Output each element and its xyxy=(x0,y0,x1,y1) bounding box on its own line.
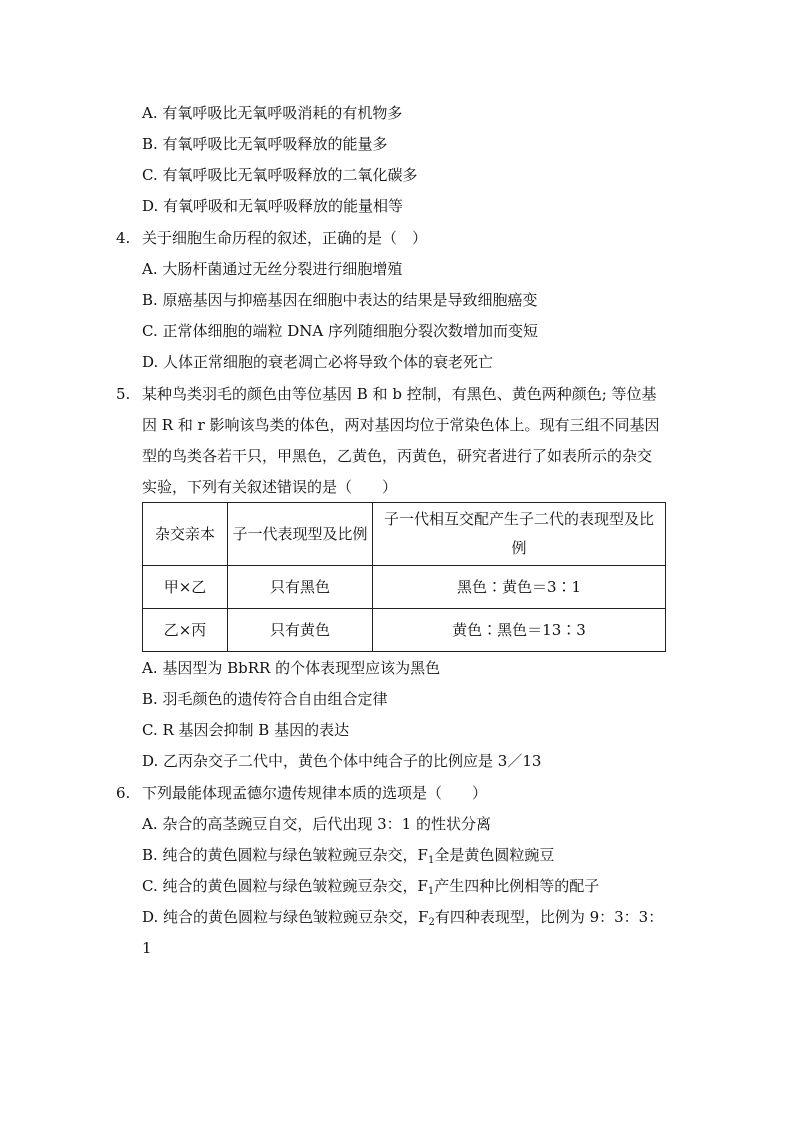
q6-option-d-continuation: 1 xyxy=(142,939,152,957)
q6-stem: 下列最能体现孟德尔遗传规律本质的选项是（ ） xyxy=(142,784,488,802)
q6-option-d-text: D. 纯合的黄色圆粒与绿色皱粒豌豆杂交，F xyxy=(142,908,429,926)
q5-stem-line: 型的鸟类各若干只，甲黑色，乙黄色，丙黄色，研究者进行了如表所示的杂交 xyxy=(142,447,653,465)
q5-stem-line: 因 R 和 r 影响该鸟类的体色，两对基因均位于常染色体上。现有三组不同基因 xyxy=(142,416,660,434)
q3-option-c: C. 有氧呼吸比无氧呼吸释放的二氧化碳多 xyxy=(142,166,418,184)
q6-option-b-text: B. 纯合的黄色圆粒与绿色皱粒豌豆杂交，F xyxy=(142,846,428,864)
table-row xyxy=(143,609,666,652)
table-cell: 黑色∶黄色＝3∶1 xyxy=(373,566,666,609)
table-cell: 只有黄色 xyxy=(228,609,373,652)
table-cell: 乙×丙 xyxy=(143,609,228,652)
table-header-row xyxy=(143,503,666,566)
q4-number: 4. xyxy=(116,229,131,247)
q4-option-b: B. 原癌基因与抑癌基因在细胞中表达的结果是导致细胞癌变 xyxy=(142,291,538,309)
q6-option-c xyxy=(142,876,599,896)
header-cell: 子一代表现型及比例 xyxy=(228,503,373,566)
q5-stem-line: 某种鸟类羽毛的颜色由等位基因 B 和 b 控制，有黑色、黄色两种颜色; 等位基 xyxy=(142,385,657,403)
q6-option-c-text: 产生四种比例相等的配子 xyxy=(434,877,600,895)
q5-stem-line: 实验，下列有关叙述错误的是（ ） xyxy=(142,478,398,496)
q6-number: 6. xyxy=(116,784,131,802)
q6-option-c-text: C. 纯合的黄色圆粒与绿色皱粒豌豆杂交，F xyxy=(142,877,428,895)
cross-experiment-table xyxy=(142,502,666,652)
q4-option-c: C. 正常体细胞的端粒 DNA 序列随细胞分裂次数增加而变短 xyxy=(142,322,539,340)
table-cell: 只有黑色 xyxy=(228,566,373,609)
table-cell: 甲×乙 xyxy=(143,566,228,609)
header-cell xyxy=(373,503,666,566)
q3-option-d: D. 有氧呼吸和无氧呼吸释放的能量相等 xyxy=(142,197,404,215)
q4-stem: 关于细胞生命历程的叙述，正确的是（ ） xyxy=(142,229,428,247)
header-cell: 杂交亲本 xyxy=(143,503,228,566)
q3-option-b: B. 有氧呼吸比无氧呼吸释放的能量多 xyxy=(142,135,388,153)
subscript: 1 xyxy=(427,886,435,897)
q5-option-a: A. 基因型为 BbRR 的个体表现型应该为黑色 xyxy=(142,659,441,677)
q5-option-d: D. 乙丙杂交子二代中，黄色个体中纯合子的比例应是 3／13 xyxy=(142,752,542,770)
subscript: 2 xyxy=(428,917,435,928)
q4-option-d: D. 人体正常细胞的衰老凋亡必将导致个体的衰老死亡 xyxy=(142,353,494,371)
q5-number: 5. xyxy=(116,385,131,403)
table-row xyxy=(143,566,666,609)
q5-option-c: C. R 基因会抑制 B 基因的表达 xyxy=(142,721,350,739)
q6-option-d-text: 有四种表现型，比例为 9：3：3： xyxy=(434,908,664,926)
q6-option-b-text: 全是黄色圆粒豌豆 xyxy=(434,846,555,864)
q4-option-a: A. 大肠杆菌通过无丝分裂进行细胞增殖 xyxy=(142,260,403,278)
q6-option-a: A. 杂合的高茎豌豆自交，后代出现 3：1 的性状分离 xyxy=(142,815,491,833)
q6-option-b xyxy=(142,845,554,865)
table-cell: 黄色∶黑色＝13∶3 xyxy=(373,609,666,652)
q6-option-d xyxy=(142,907,663,927)
header-cell-line: 子一代相互交配产生子二代的表现型及比 xyxy=(383,510,654,528)
header-cell-line: 例 xyxy=(511,539,527,557)
subscript: 1 xyxy=(427,855,435,866)
q5-option-b: B. 羽毛颜色的遗传符合自由组合定律 xyxy=(142,690,388,708)
q3-option-a: A. 有氧呼吸比无氧呼吸消耗的有机物多 xyxy=(142,104,403,122)
